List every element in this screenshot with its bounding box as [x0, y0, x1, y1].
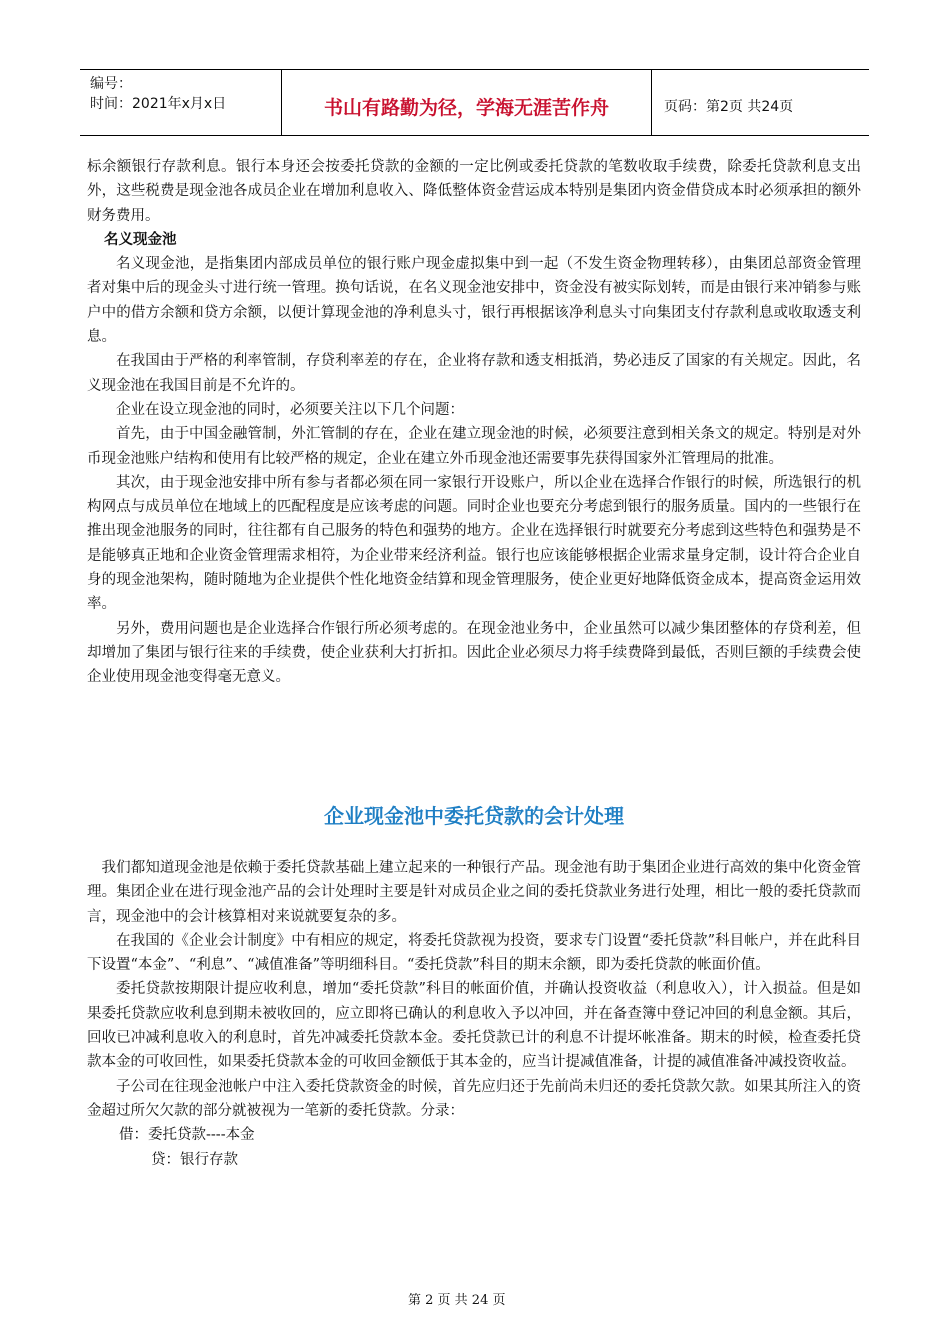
body-text	[87, 155, 861, 690]
paragraph: 子公司在往现金池帐户中注入委托贷款资金的时候，首先应归还于先前尚未归还的委托贷款欠款。如果其所注入的资金超过所欠欠款的部分就被视为一笔新的委托贷款。分录：	[87, 1078, 861, 1119]
section-subheading: 名义现金池	[104, 231, 177, 248]
paragraph: 首先，由于中国金融管制，外汇管制的存在，企业在建立现金池的时候，必须要注意到相关条文的规定。特别是对外币现金池账户结构和使用有比较严格的规定，企业在建立外币现金池还需要事先获得国家外汇管理局的批准。	[87, 426, 861, 467]
paragraph: 委托贷款按期限计提应收利息，增加“委托贷款”科目的帐面价值，并确认投资收益（利息收入），计入损益。但是如果委托贷款应收利息到期未被收回的，应立即将已确认的利息收入予以冲回，并在备查簿中登记冲回的利息金额。其后，回收已冲减利息收入的利息时，首先冲减委托贷款本金。委托贷款已计的利息不计提坏帐准备。期末的时候，检查委托贷款本金的可收回性，如果委托贷款本金的可收回金额低于其本金的，应当计提减值准备，计提的减值准备冲减投资收益。	[87, 981, 861, 1071]
paragraph: 在我国的《企业会计制度》中有相应的规定，将委托贷款视为投资，要求专门设置“委托贷款”科目帐户，并在此科目下设置“本金”、“利息”、“减值准备”等明细科目。“委托贷款”科目的期末余额，即为委托贷款的帐面价值。	[87, 932, 861, 974]
journal-entry-debit: 借：委托贷款----本金	[119, 1127, 255, 1144]
page-header	[80, 69, 869, 136]
doc-date-label: 时间：2021年x月x日	[90, 96, 227, 112]
paragraph: 另外，费用问题也是企业选择合作银行所必须考虑的。在现金池业务中，企业虽然可以减少集团整体的存贷利差，但却增加了集团与银行往来的手续费，使企业获利大打折扣。因此企业必须尽力将手续费降到最低，否则巨额的手续费会使企业使用现金池变得毫无意义。	[87, 620, 861, 686]
page-footer: 第 2 页 共 24 页	[408, 1293, 506, 1308]
header-meta	[80, 70, 282, 135]
paragraph: 企业在设立现金池的同时，必须要关注以下几个问题：	[116, 401, 464, 418]
journal-entry-credit: 贷：银行存款	[151, 1151, 238, 1168]
section-title: 企业现金池中委托贷款的会计处理	[324, 804, 624, 828]
paragraph: 我们都知道现金池是依赖于委托贷款基础上建立起来的一种银行产品。现金池有助于集团企业进行高效的集中化资金管理。集团企业在进行现金池产品的会计处理时主要是针对成员企业之间的委托贷款业务进行处理，相比一般的委托贷款而言，现金池中的会计核算相对来说就要复杂的多。	[87, 860, 861, 925]
paragraph: 名义现金池，是指集团内部成员单位的银行账户现金虚拟集中到一起（不发生资金物理转移），由集团总部资金管理者对集中后的现金头寸进行统一管理。换句话说，在名义现金池安排中，资金没有被实际划转，而是由银行来冲销参与账户中的借方余额和贷方余额，以便计算现金池的净利息头寸，银行再根据该净利息头寸向集团支付存款利息或收取透支利息。	[87, 256, 861, 346]
paragraph: 其次，由于现金池安排中所有参与者都必须在同一家银行开设账户，所以企业在选择合作银行的时候，所选银行的机构网点与成员单位在地域上的匹配程度是应该考虑的问题。同时企业也要充分考虑到银行的服务质量。国内的一些银行在推出现金池服务的同时，往往都有自己服务的特色和强势的地方。企业在选择银行时就要充分考虑到这些特色和强势是不是能够真正地和企业资金管理需求相符，为企业带来经济利益。银行也应该能够根据企业需求量身定制，设计符合企业自身的现金池架构，随时随地为企业提供个性化地资金结算和现金管理服务，使企业更好地降低资金成本，提高资金运用效率。	[87, 474, 861, 613]
paragraph: 标余额银行存款利息。银行本身还会按委托贷款的金额的一定比例或委托贷款的笔数收取手续费，除委托贷款利息支出外，这些税费是现金池各成员企业在增加利息收入、降低整体资金营运成本特别是集团内资金借贷成本时必须承担的额外财务费用。	[87, 159, 861, 224]
section-body-text	[87, 856, 861, 1172]
paragraph: 在我国由于严格的利率管制，存贷利率差的存在，企业将存款和透支相抵消，势必违反了国家的有关规定。因此，名义现金池在我国目前是不允许的。	[87, 353, 861, 394]
header-page-number: 页码：第2页 共24页	[664, 98, 794, 115]
doc-number-label: 编号：	[90, 76, 132, 92]
header-motto: 书山有路勤为径，学海无涯苦作舟	[282, 70, 652, 135]
